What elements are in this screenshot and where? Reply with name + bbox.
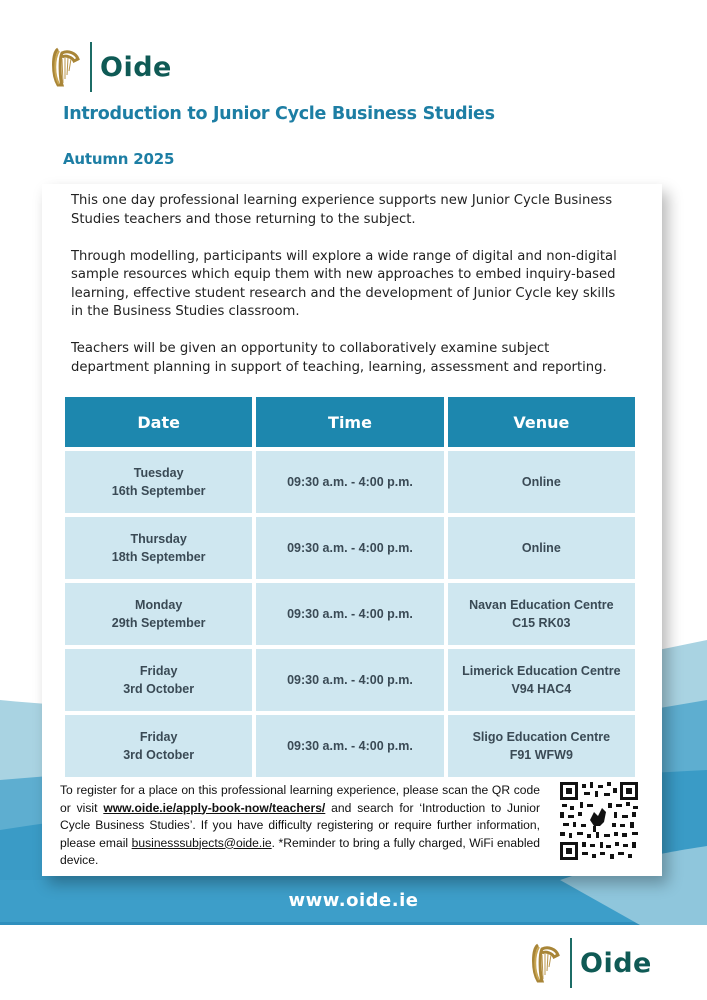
- date-label: 3rd October: [123, 682, 195, 696]
- logo-divider: [570, 938, 572, 988]
- table-row: [65, 715, 635, 777]
- header-time: Time: [256, 397, 443, 447]
- time-cell: 09:30 a.m. - 4:00 p.m.: [256, 583, 443, 645]
- time-cell: 09:30 a.m. - 4:00 p.m.: [256, 715, 443, 777]
- header-venue: Venue: [448, 397, 635, 447]
- footer-url[interactable]: www.oide.ie: [288, 890, 419, 911]
- harp-icon: [530, 941, 560, 985]
- oide-logo: [50, 42, 172, 92]
- registration-text-part: and search for ‘Introduction to Junior Cycle Business Studies’. If you have difficulty registering or require further information, please email: [60, 800, 540, 850]
- venue-cell: [448, 583, 635, 645]
- intro-paragraph-3: Teachers will be given an opportunity to collaboratively examine subject department planning in support of teaching, learning, assessment and reporting.: [71, 341, 607, 375]
- registration-text: [60, 782, 540, 870]
- time-cell: 09:30 a.m. - 4:00 p.m.: [256, 517, 443, 579]
- intro-paragraph-1: This one day professional learning experience supports new Junior Cycle Business Studies teachers and those returning to the subject.: [71, 193, 613, 227]
- logo-divider: [90, 42, 92, 92]
- venue-cell: [448, 715, 635, 777]
- eircode-label: F91 WFW9: [509, 748, 573, 762]
- term-label: Autumn 2025: [63, 150, 175, 168]
- time-cell: 09:30 a.m. - 4:00 p.m.: [256, 649, 443, 711]
- intro-text: [71, 192, 631, 396]
- day-label: Thursday: [130, 532, 187, 546]
- date-label: 16th September: [111, 484, 206, 498]
- date-label: 3rd October: [123, 748, 195, 762]
- eircode-label: C15 RK03: [512, 616, 571, 630]
- registration-link[interactable]: www.oide.ie/apply-book-now/teachers/: [103, 800, 326, 815]
- venue-cell: [448, 451, 635, 513]
- logo-wordmark: Oide: [100, 51, 172, 83]
- qr-code-icon[interactable]: [560, 782, 638, 860]
- venue-cell: [448, 649, 635, 711]
- date-cell: [65, 451, 252, 513]
- page-title: Introduction to Junior Cycle Business Studies: [63, 104, 495, 124]
- registration-text-part: To register for a place on this professional learning experience, please scan the QR code or visit: [60, 783, 540, 815]
- date-label: 29th September: [111, 616, 206, 630]
- table-row: [65, 649, 635, 711]
- day-label: Tuesday: [133, 466, 184, 480]
- venue-label: Online: [521, 475, 561, 489]
- schedule-header-row: [65, 397, 635, 447]
- oide-logo-footer: [530, 938, 652, 988]
- date-cell: [65, 715, 252, 777]
- info-card: [42, 184, 662, 876]
- venue-label: Online: [521, 541, 561, 555]
- venue-cell: [448, 517, 635, 579]
- table-row: [65, 583, 635, 645]
- venue-label: Sligo Education Centre: [472, 730, 611, 744]
- registration-text-part: . *Reminder to bring a fully charged, WiFi enabled device.: [60, 835, 540, 867]
- email-link[interactable]: businesssubjects@oide.ie: [131, 835, 272, 850]
- eircode-label: V94 HAC4: [511, 682, 572, 696]
- venue-label: Navan Education Centre: [469, 598, 614, 612]
- day-label: Friday: [139, 730, 178, 744]
- date-cell: [65, 649, 252, 711]
- table-row: [65, 451, 635, 513]
- date-label: 18th September: [111, 550, 206, 564]
- day-label: Friday: [139, 664, 178, 678]
- harp-icon: [50, 45, 80, 89]
- day-label: Monday: [135, 598, 183, 612]
- date-cell: [65, 583, 252, 645]
- venue-label: Limerick Education Centre: [462, 664, 621, 678]
- header-date: Date: [65, 397, 252, 447]
- logo-wordmark: Oide: [580, 947, 652, 979]
- schedule-table: [61, 393, 639, 781]
- date-cell: [65, 517, 252, 579]
- table-row: [65, 517, 635, 579]
- intro-paragraph-2: Through modelling, participants will explore a wide range of digital and non-digital sample resources which equip them with new approaches to embed inquiry-based learning, effective student research and the development of Junior Cycle key skills in the Business Studies classroom.: [71, 248, 617, 319]
- time-cell: 09:30 a.m. - 4:00 p.m.: [256, 451, 443, 513]
